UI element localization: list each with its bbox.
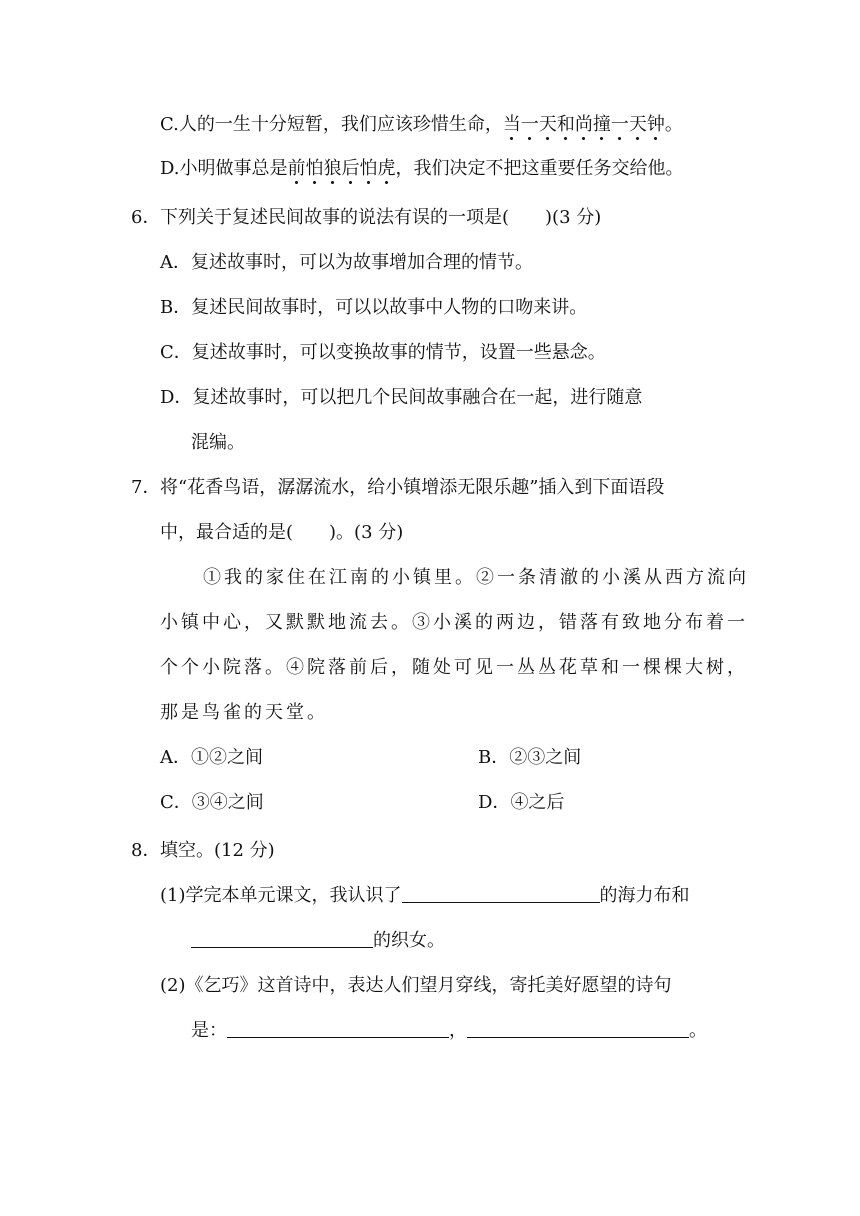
emphasis-char: 狼 — [323, 158, 342, 179]
q6-stem: 下列关于复述民间故事的说法有误的一项是( )(3 分) — [160, 207, 602, 228]
q8-part-2-blank-2[interactable] — [467, 1019, 689, 1038]
q7-passage-line-4: 那是鸟雀的天堂。 — [160, 702, 328, 723]
q7-option-d — [478, 790, 564, 816]
q8-part-2-continuation — [191, 1018, 707, 1044]
q7-stem-line-2: 中，最合适的是( )。(3 分) — [160, 522, 404, 543]
q7-option-c-text: ③④之间 — [191, 792, 264, 813]
q6-option-c-letter: C． — [160, 342, 192, 363]
q7-option-c-letter: C． — [160, 792, 192, 813]
q8-part-2-label: (2) — [160, 975, 186, 996]
emphasis-char: 怕 — [359, 158, 378, 179]
q8-part-2-end: 。 — [689, 1020, 707, 1041]
q6-option-b-letter: B． — [160, 297, 192, 318]
q5-option-c-letter: C. — [160, 114, 179, 135]
emphasis-char: 一 — [520, 114, 539, 135]
q8-part-1-blank-2[interactable] — [191, 929, 373, 948]
q6-option-d-continuation: 混编。 — [191, 432, 245, 453]
emphasis-char: 天 — [628, 114, 647, 135]
emphasis-char: 天 — [538, 114, 557, 135]
q7-option-b-text: ②③之间 — [509, 747, 582, 768]
q6-option-b-text: 复述民间故事时，可以以故事中人物的口吻来讲。 — [191, 297, 588, 318]
q6-option-d-letter: D． — [160, 387, 193, 408]
q7-option-a-letter: A． — [160, 747, 191, 768]
q8-number: 8． — [131, 840, 161, 861]
q7-option-b-letter: B． — [478, 747, 510, 768]
q8-part-2-blank-1[interactable] — [227, 1019, 449, 1038]
q7-stem-line-1: 将“花香鸟语，潺潺流水，给小镇增添无限乐趣”插入到下面语段 — [160, 477, 665, 498]
q7-number: 7． — [131, 477, 161, 498]
q7-passage-line-2: 小镇中心，又默默地流去。③小溪的两边，错落有致地分布着一 — [160, 612, 748, 633]
q5-option-c-end: 。 — [664, 114, 683, 135]
q8-part-1-cont-after: 的织女。 — [373, 930, 445, 951]
q7-option-d-letter: D． — [478, 792, 511, 813]
emphasis-char: 撞 — [592, 114, 611, 135]
q8-part-1-after: 的海力布和 — [599, 885, 690, 906]
q6-option-a-letter: A． — [160, 252, 191, 273]
emphasis-char: 怕 — [305, 158, 324, 179]
q8-part-1-label: (1) — [160, 885, 186, 906]
q7-passage-line-3: 个个小院落。④院落前后，随处可见一丛丛花草和一棵棵大树， — [160, 657, 748, 678]
q7-option-d-text: ④之后 — [510, 792, 565, 813]
q5-option-d — [160, 156, 684, 182]
q7-option-b — [478, 745, 581, 771]
q5-option-c-dotted-phrase — [503, 114, 665, 135]
q6-option-b — [160, 295, 587, 321]
emphasis-char: 当 — [502, 114, 521, 135]
q8-stem: 填空。(12 分) — [160, 840, 275, 861]
q5-option-c-text: 人的一生十分短暂，我们应该珍惜生命， — [178, 114, 503, 135]
q6-option-c — [160, 340, 606, 366]
q5-option-d-letter: D. — [160, 158, 180, 179]
emphasis-char: 后 — [341, 158, 360, 179]
emphasis-char: 尚 — [574, 114, 593, 135]
q8-part-1 — [160, 883, 690, 909]
emphasis-char: 钟 — [646, 114, 665, 135]
q7-option-c — [160, 790, 264, 816]
q5-option-d-dotted-phrase — [288, 158, 396, 179]
q6-option-d-text: 复述故事时，可以把几个民间故事融合在一起，进行随意 — [192, 387, 643, 408]
emphasis-char: 和 — [556, 114, 575, 135]
q8-part-2-text: 《乞巧》这首诗中，表达人们望月穿线，寄托美好愿望的诗句 — [185, 975, 672, 996]
q8-part-2 — [160, 973, 672, 999]
q6-option-c-text: 复述故事时，可以变换故事的情节，设置一些悬念。 — [191, 342, 606, 363]
q7-passage-line-1: ①我的家住在江南的小镇里。②一条清澈的小溪从西方流向 — [203, 567, 749, 588]
q7-option-a — [160, 745, 263, 771]
q6-number: 6． — [131, 207, 161, 228]
q8-part-2-prefix: 是： — [191, 1020, 227, 1041]
q5-option-c — [160, 112, 683, 138]
q6-option-d — [160, 385, 642, 411]
q8-part-1-text: 学完本单元课文，我认识了 — [185, 885, 402, 906]
q5-option-d-text: 小明做事总是 — [179, 158, 288, 179]
q6-option-a-text: 复述故事时，可以为故事增加合理的情节。 — [191, 252, 533, 273]
emphasis-char: 虎 — [377, 158, 396, 179]
emphasis-char: 一 — [610, 114, 629, 135]
emphasis-char: 前 — [287, 158, 306, 179]
q8-part-1-blank-1[interactable] — [402, 884, 600, 903]
q7-option-a-text: ①②之间 — [191, 747, 263, 768]
q5-option-d-end: ，我们决定不把这重要任务交给他。 — [395, 158, 684, 179]
q8-part-1-continuation — [191, 928, 445, 954]
q8-part-2-comma: ， — [449, 1020, 467, 1041]
q6-option-a — [160, 250, 533, 276]
